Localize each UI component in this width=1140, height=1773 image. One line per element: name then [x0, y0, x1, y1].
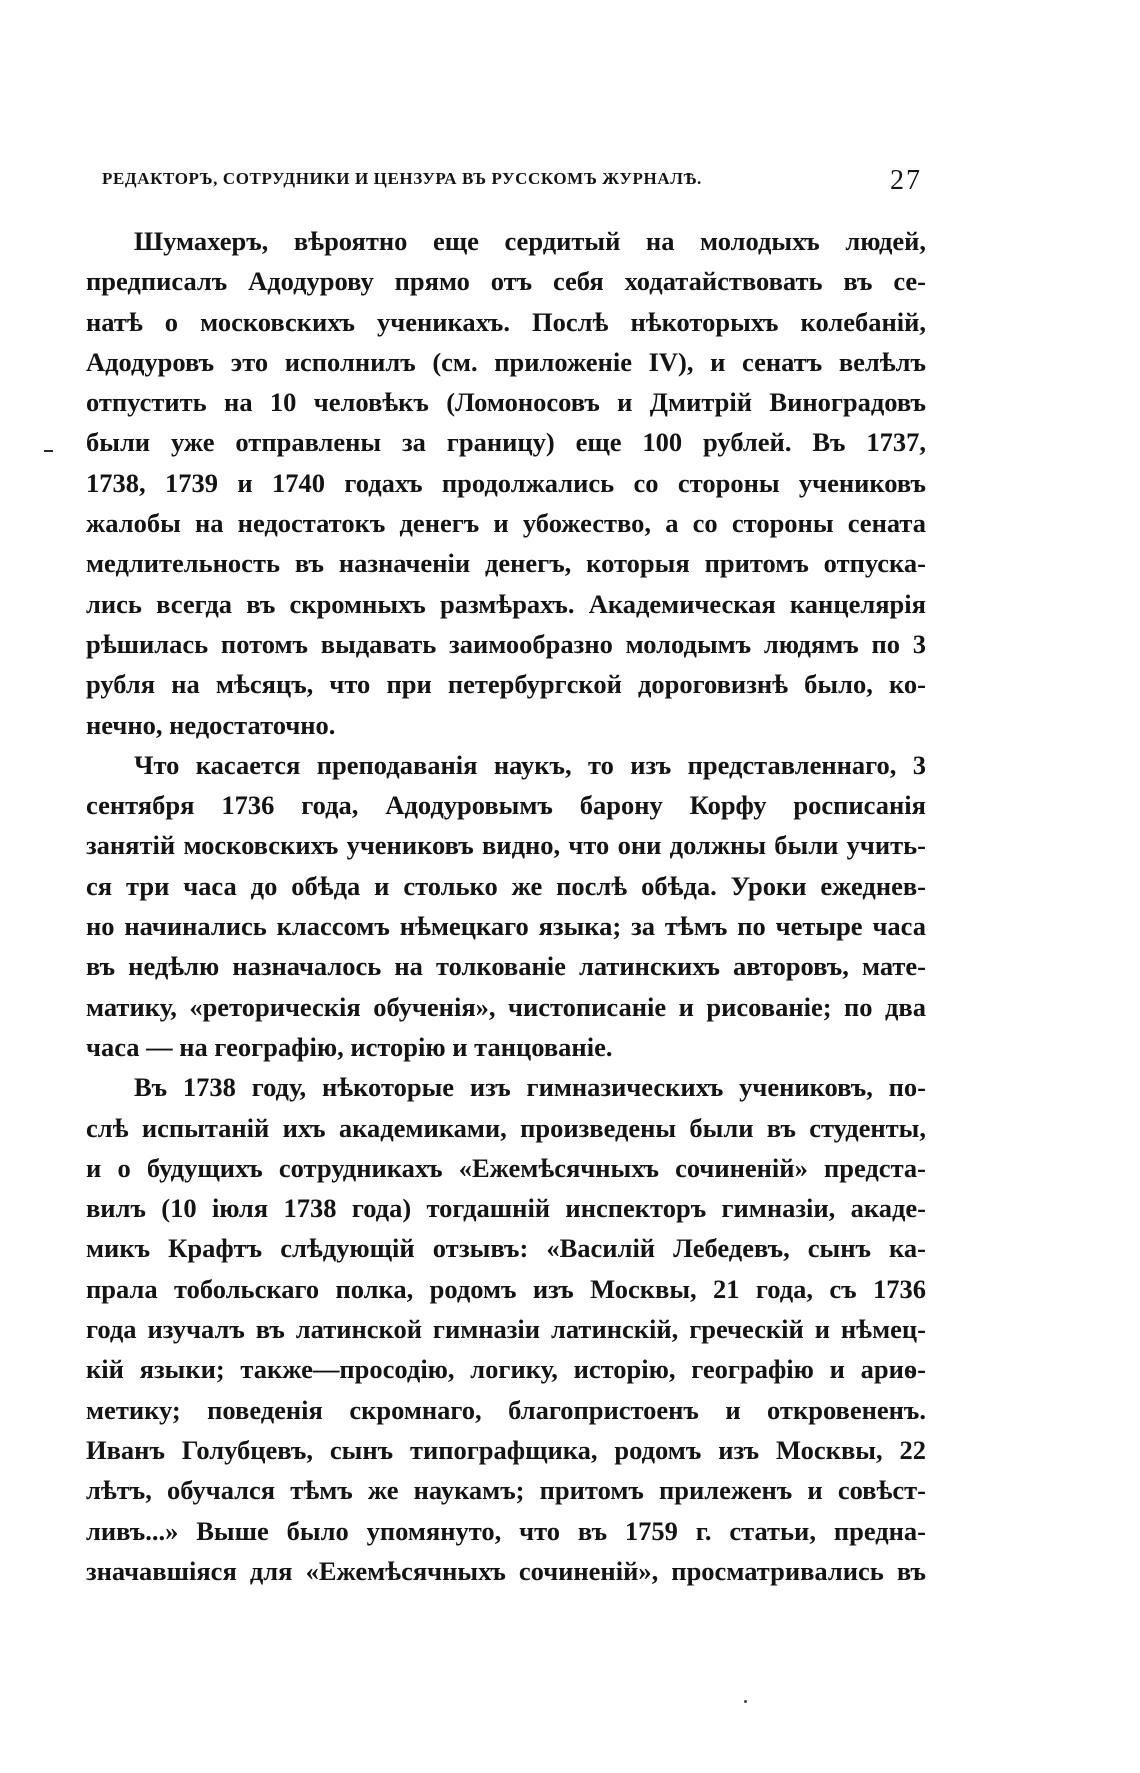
- paragraph-1: [86, 221, 926, 745]
- text-line: предписалъ Адодурову прямо отъ себя ходатайствовать въ се-: [86, 266, 926, 297]
- text-line: отпустить на 10 человѣкъ (Ломоносовъ и Дмитрій Виноградовъ: [86, 387, 926, 418]
- text-line: года изучалъ въ латинской гимназіи латинскій, греческій и нѣмец-: [86, 1314, 926, 1345]
- text-line: лись всегда въ скромныхъ размѣрахъ. Академическая канцелярія: [86, 588, 926, 619]
- text-line: но начинались классомъ нѣмецкаго языка; за тѣмъ по четыре часа: [86, 911, 926, 942]
- text-line: матику, «реторическія обученія», чистописаніе и рисованіе; по два: [86, 991, 926, 1022]
- page-number: 27: [890, 165, 922, 196]
- text-line: метику; поведенія скромнаго, благопристоенъ и откровененъ.: [86, 1394, 926, 1425]
- text-line: Что касается преподаванія наукъ, то изъ представленнаго, 3: [134, 749, 926, 780]
- text-line: значавшіяся для «Ежемѣсячныхъ сочиненій», просматривались въ: [86, 1555, 926, 1586]
- text-line: вилъ (10 іюля 1738 года) тогдашній инспекторъ гимназіи, акаде-: [86, 1193, 926, 1224]
- text-line: сентября 1736 года, Адодуровымъ барону Корфу росписанія: [86, 790, 926, 821]
- text-line: часа — на географію, исторію и танцованіе.: [86, 1031, 613, 1062]
- text-line: медлительность въ назначеніи денегъ, которыя притомъ отпуска-: [86, 548, 926, 579]
- text-line: кій языки; также—просодію, логику, исторію, географію и ариѳ-: [86, 1354, 926, 1385]
- text-line: рубля на мѣсяцъ, что при петербургской дороговизнѣ было, ко-: [86, 669, 926, 700]
- text-line: рѣшилась потомъ выдавать заимообразно молодымъ людямъ по 3: [86, 628, 926, 659]
- text-line: 1738, 1739 и 1740 годахъ продолжались со стороны учениковъ: [86, 467, 926, 498]
- margin-dash-mark: [44, 450, 53, 452]
- text-line: натѣ о московскихъ ученикахъ. Послѣ нѣкоторыхъ колебаній,: [86, 306, 926, 337]
- text-line: ся три часа до обѣда и столько же послѣ обѣда. Уроки ежеднев-: [86, 870, 926, 901]
- text-line: занятій московскихъ учениковъ видно, что они должны были учить-: [86, 830, 926, 861]
- running-head-title: РЕДАКТОРЪ, СОТРУДНИКИ И ЦЕНЗУРА ВЪ РУССКОМЪ ЖУРНАЛѢ.: [102, 169, 702, 188]
- paragraph-2: [86, 745, 926, 1067]
- text-line: въ недѣлю назначалось на толкованіе латинскихъ авторовъ, мате-: [86, 951, 926, 982]
- text-line: ливъ...» Выше было упомянуто, что въ 1759 г. статьи, предна-: [86, 1515, 926, 1546]
- text-line: прала тобольскаго полка, родомъ изъ Москвы, 21 года, съ 1736: [86, 1273, 926, 1304]
- text-line: были уже отправлены за границу) еще 100 рублей. Въ 1737,: [86, 427, 926, 458]
- running-head: [102, 165, 922, 205]
- text-line: слѣ испытаній ихъ академиками, произведены были въ студенты,: [86, 1112, 926, 1143]
- text-line: и о будущихъ сотрудникахъ «Ежемѣсячныхъ сочиненій» предста-: [86, 1152, 926, 1183]
- text-line: Шумахеръ, вѣроятно еще сердитый на молодыхъ людей,: [134, 226, 926, 256]
- text-line: лѣтъ, обучался тѣмъ же наукамъ; притомъ прилеженъ и совѣст-: [86, 1475, 926, 1506]
- text-line: Адодуровъ это исполнилъ (см. приложеніе IV), и сенатъ велѣлъ: [86, 346, 926, 377]
- text-line: микъ Крафтъ слѣдующій отзывъ: «Василій Лебедевъ, сынъ ка-: [86, 1233, 926, 1264]
- paper-speck: [744, 1700, 747, 1703]
- text-line: жалобы на недостатокъ денегъ и убожество, а со стороны сената: [86, 508, 926, 539]
- paragraph-3: [86, 1067, 926, 1591]
- text-line: Въ 1738 году, нѣкоторые изъ гимназическихъ учениковъ, по-: [134, 1072, 926, 1103]
- body-text: [86, 221, 926, 1591]
- text-line: нечно, недостаточно.: [86, 709, 336, 740]
- text-line: Иванъ Голубцевъ, сынъ типографщика, родомъ изъ Москвы, 22: [86, 1434, 926, 1465]
